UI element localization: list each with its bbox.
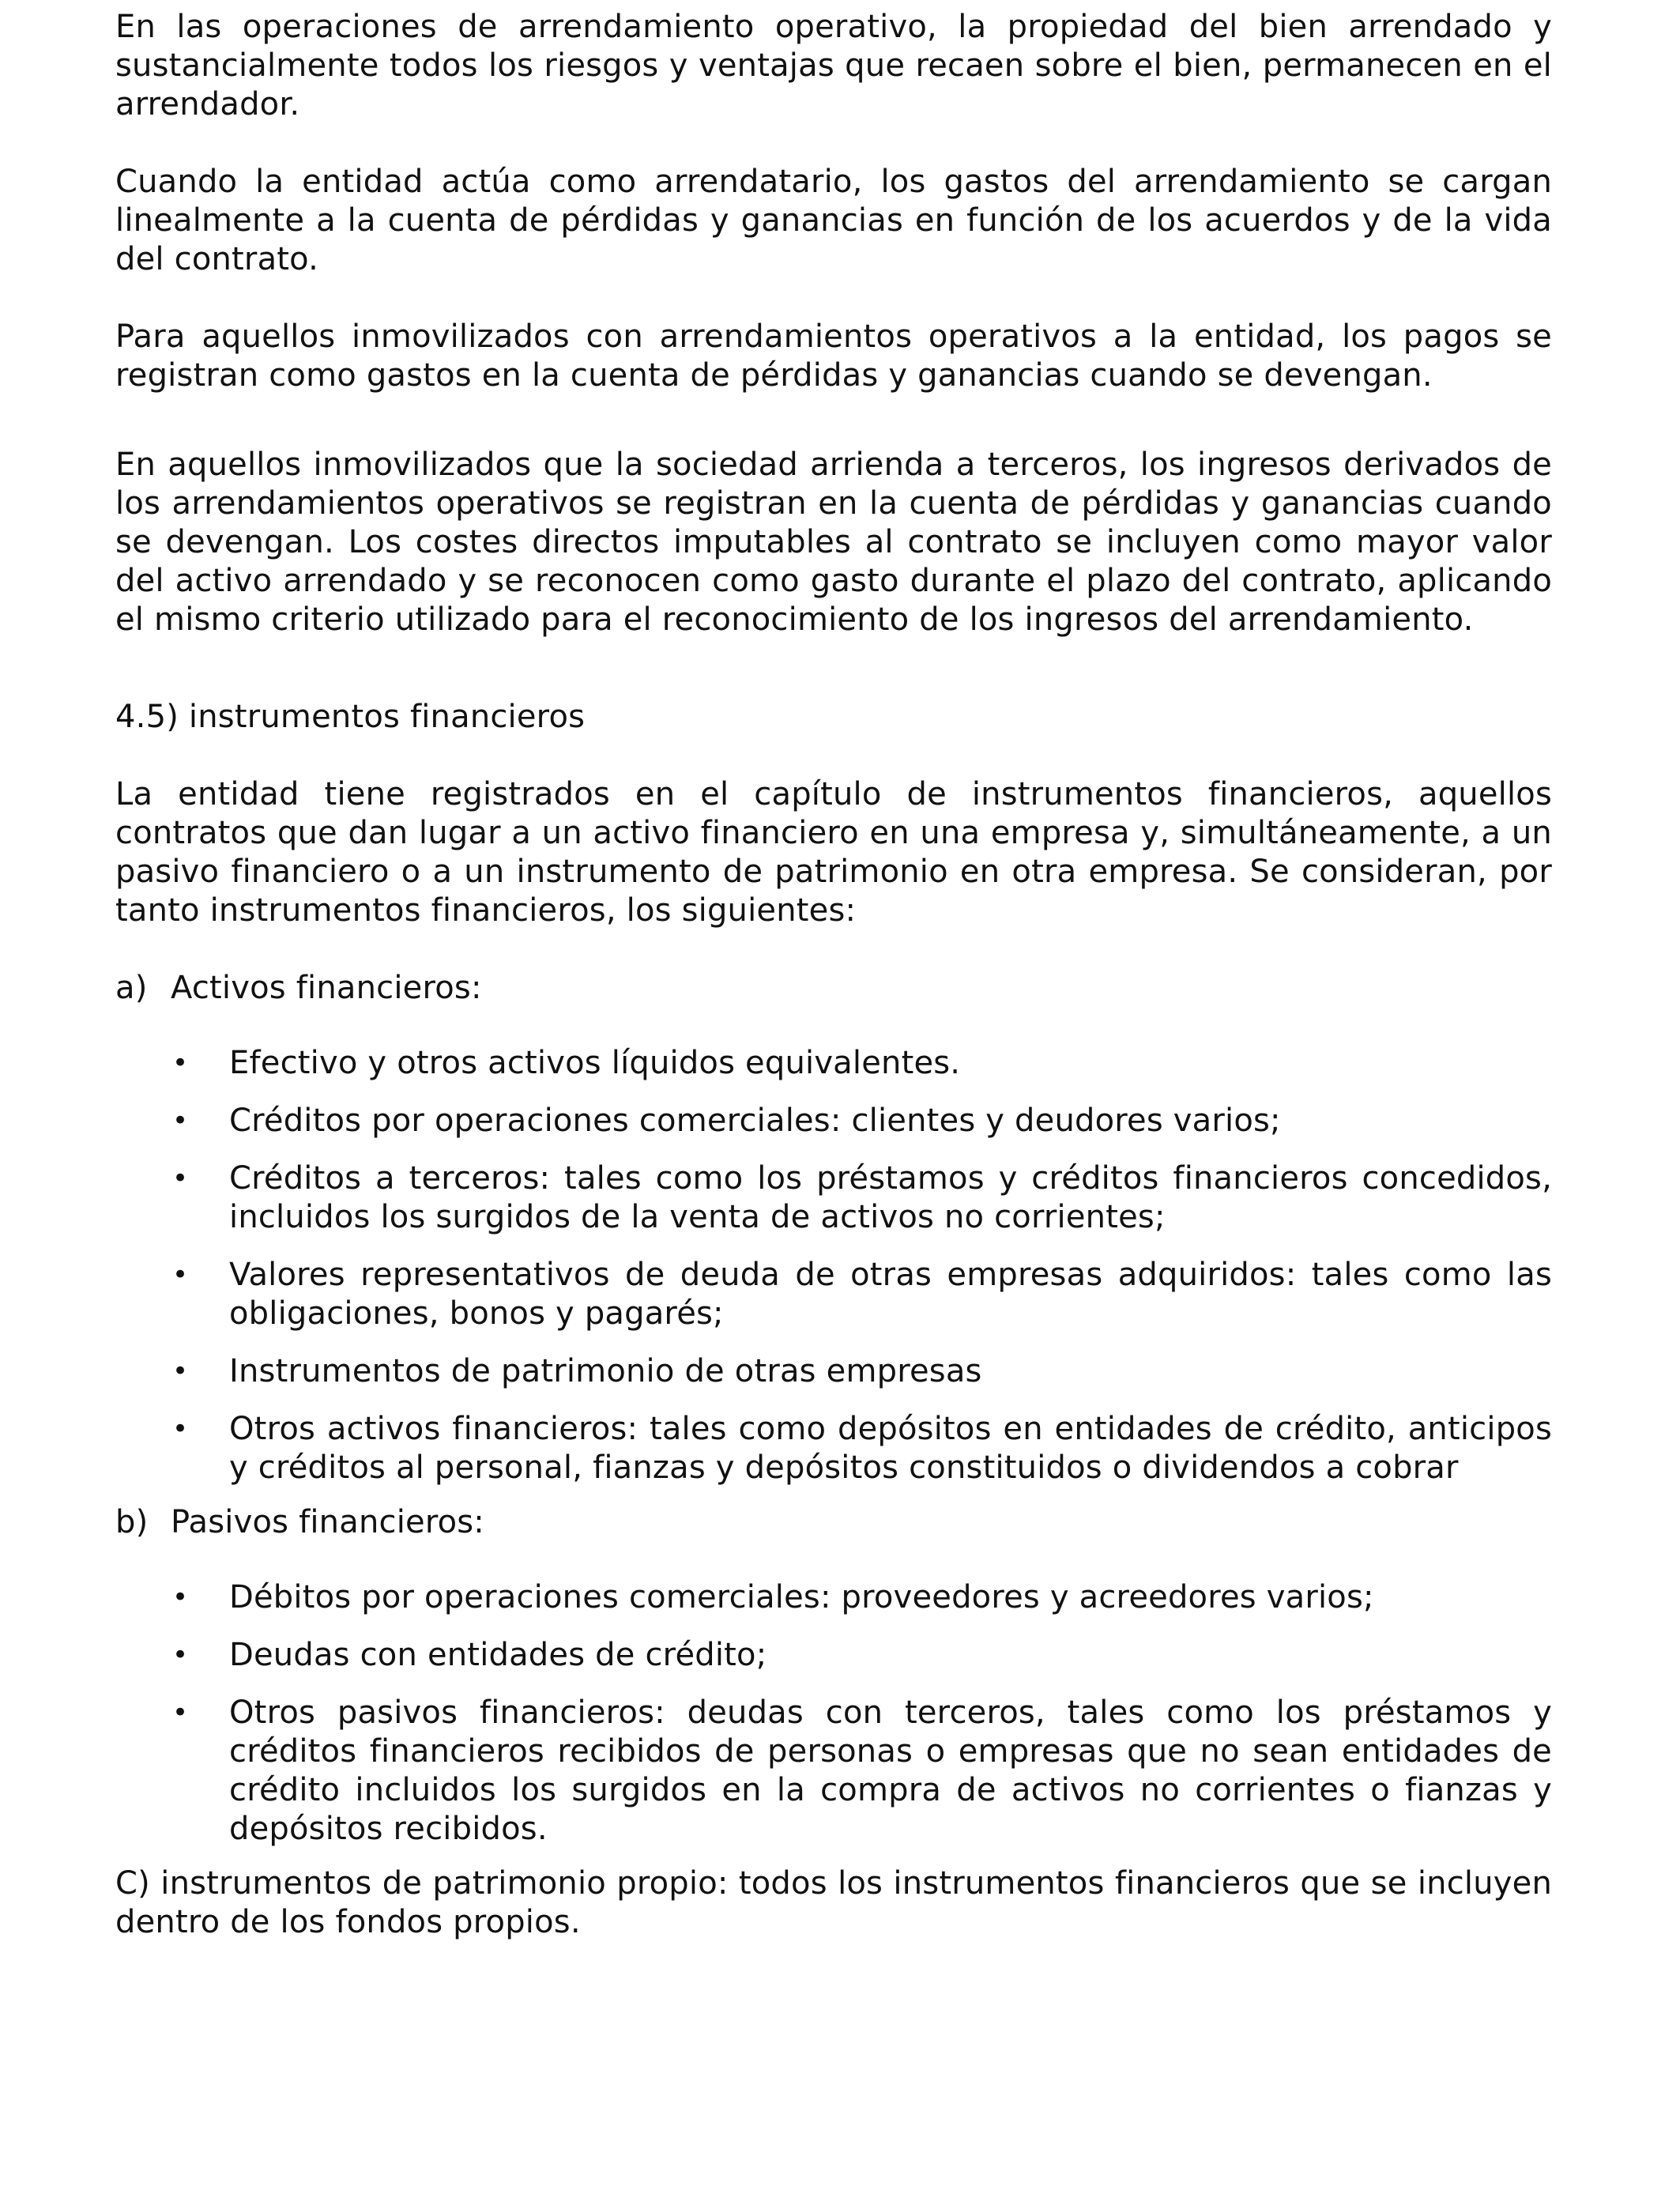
- bullet-icon: •: [172, 1355, 189, 1387]
- paragraph-inmovilizados-arrendamiento: Para aquellos inmovilizados con arrendamientos operativos a la entidad, los pagos se registran como gastos en la cuenta de pérdidas y ganancias cuando se devengan.: [115, 319, 1552, 394]
- paragraph-arrendatario: Cuando la entidad actúa como arrendatario, los gastos del arrendamiento se cargan linealmente a la cuenta de pérdidas y ganancias en función de los acuerdos y de la vida del contrato.: [115, 164, 1552, 277]
- list-item-text: Efectivo y otros activos líquidos equivalentes.: [229, 1045, 961, 1081]
- closing-paragraph: C) instrumentos de patrimonio propio: todos los instrumentos financieros que se incluyen dentro de los fondos propios.: [115, 1865, 1552, 1940]
- list-item: [115, 1256, 1552, 1333]
- bullet-icon: •: [172, 1697, 189, 1728]
- bullet-icon: •: [172, 1047, 189, 1079]
- list-item-text: Otros pasivos financieros: deudas con terceros, tales como los préstamos y créditos financieros recibidos de personas o empresas que no sean entidades de crédito incluidos los surgidos en la compra de activos no corrientes o fianzas y depósitos recibidos.: [229, 1695, 1552, 1847]
- list-b-label: b): [115, 1504, 149, 1540]
- section-intro-paragraph: La entidad tiene registrados en el capítulo de instrumentos financieros, aquellos contratos que dan lugar a un activo financiero en una empresa y, simultáneamente, a un pasivo financiero o a un instrumento de patrimonio en otra empresa. Se consideran, por tanto instrumentos financieros, los siguientes:: [115, 776, 1552, 929]
- list-item: [115, 1044, 1552, 1083]
- list-item-text: Créditos por operaciones comerciales: clientes y deudores varios;: [229, 1103, 1281, 1139]
- section-heading: 4.5) instrumentos financieros: [115, 699, 586, 735]
- document-page: [115, 0, 1552, 1942]
- list-item-text: Deudas con entidades de crédito;: [229, 1637, 767, 1673]
- list-item: [115, 1578, 1552, 1617]
- list-b-items: [115, 1578, 1552, 1849]
- list-item: [115, 1636, 1552, 1675]
- bullet-icon: •: [172, 1639, 189, 1671]
- list-b-title: Pasivos financieros:: [171, 1504, 484, 1540]
- list-item: [115, 1352, 1552, 1391]
- list-item-text: Instrumentos de patrimonio de otras empresas: [229, 1353, 982, 1389]
- list-item: [115, 1102, 1552, 1140]
- list-a-header: [115, 969, 1552, 1008]
- paragraph-arrendamiento-operativo: En las operaciones de arrendamiento operativo, la propiedad del bien arrendado y sustancialmente todos los riesgos y ventajas que recaen sobre el bien, permanecen en el arrendador.: [115, 9, 1552, 123]
- list-item: [115, 1694, 1552, 1849]
- list-a-title: Activos financieros:: [171, 970, 482, 1006]
- list-item: [115, 1159, 1552, 1237]
- bullet-icon: •: [172, 1259, 189, 1291]
- bullet-icon: •: [172, 1413, 189, 1445]
- list-item-text: Otros activos financieros: tales como depósitos en entidades de crédito, anticipos y créditos al personal, fianzas y depósitos constituidos o dividendos a cobrar: [229, 1411, 1552, 1486]
- list-b-header: [115, 1503, 1552, 1542]
- bullet-icon: •: [172, 1163, 189, 1194]
- list-a-label: a): [115, 970, 148, 1006]
- list-item-text: Valores representativos de deuda de otras empresas adquiridos: tales como las obligaciones, bonos y pagarés;: [229, 1257, 1552, 1332]
- paragraph-arrienda-terceros: En aquellos inmovilizados que la sociedad arrienda a terceros, los ingresos derivados de los arrendamientos operativos se registran en la cuenta de pérdidas y ganancias cuando se devengan. Los costes directos imputables al contrato se incluyen como mayor valor del activo arrendado y se reconocen como gasto durante el plazo del contrato, aplicando el mismo criterio utilizado para el reconocimiento de los ingresos del arrendamiento.: [115, 447, 1552, 638]
- list-item-text: Créditos a terceros: tales como los préstamos y créditos financieros concedidos, incluidos los surgidos de la venta de activos no corrientes;: [229, 1160, 1552, 1235]
- list-a-items: [115, 1044, 1552, 1487]
- list-item: [115, 1410, 1552, 1487]
- list-item-text: Débitos por operaciones comerciales: proveedores y acreedores varios;: [229, 1579, 1374, 1615]
- bullet-icon: •: [172, 1581, 189, 1613]
- bullet-icon: •: [172, 1105, 189, 1137]
